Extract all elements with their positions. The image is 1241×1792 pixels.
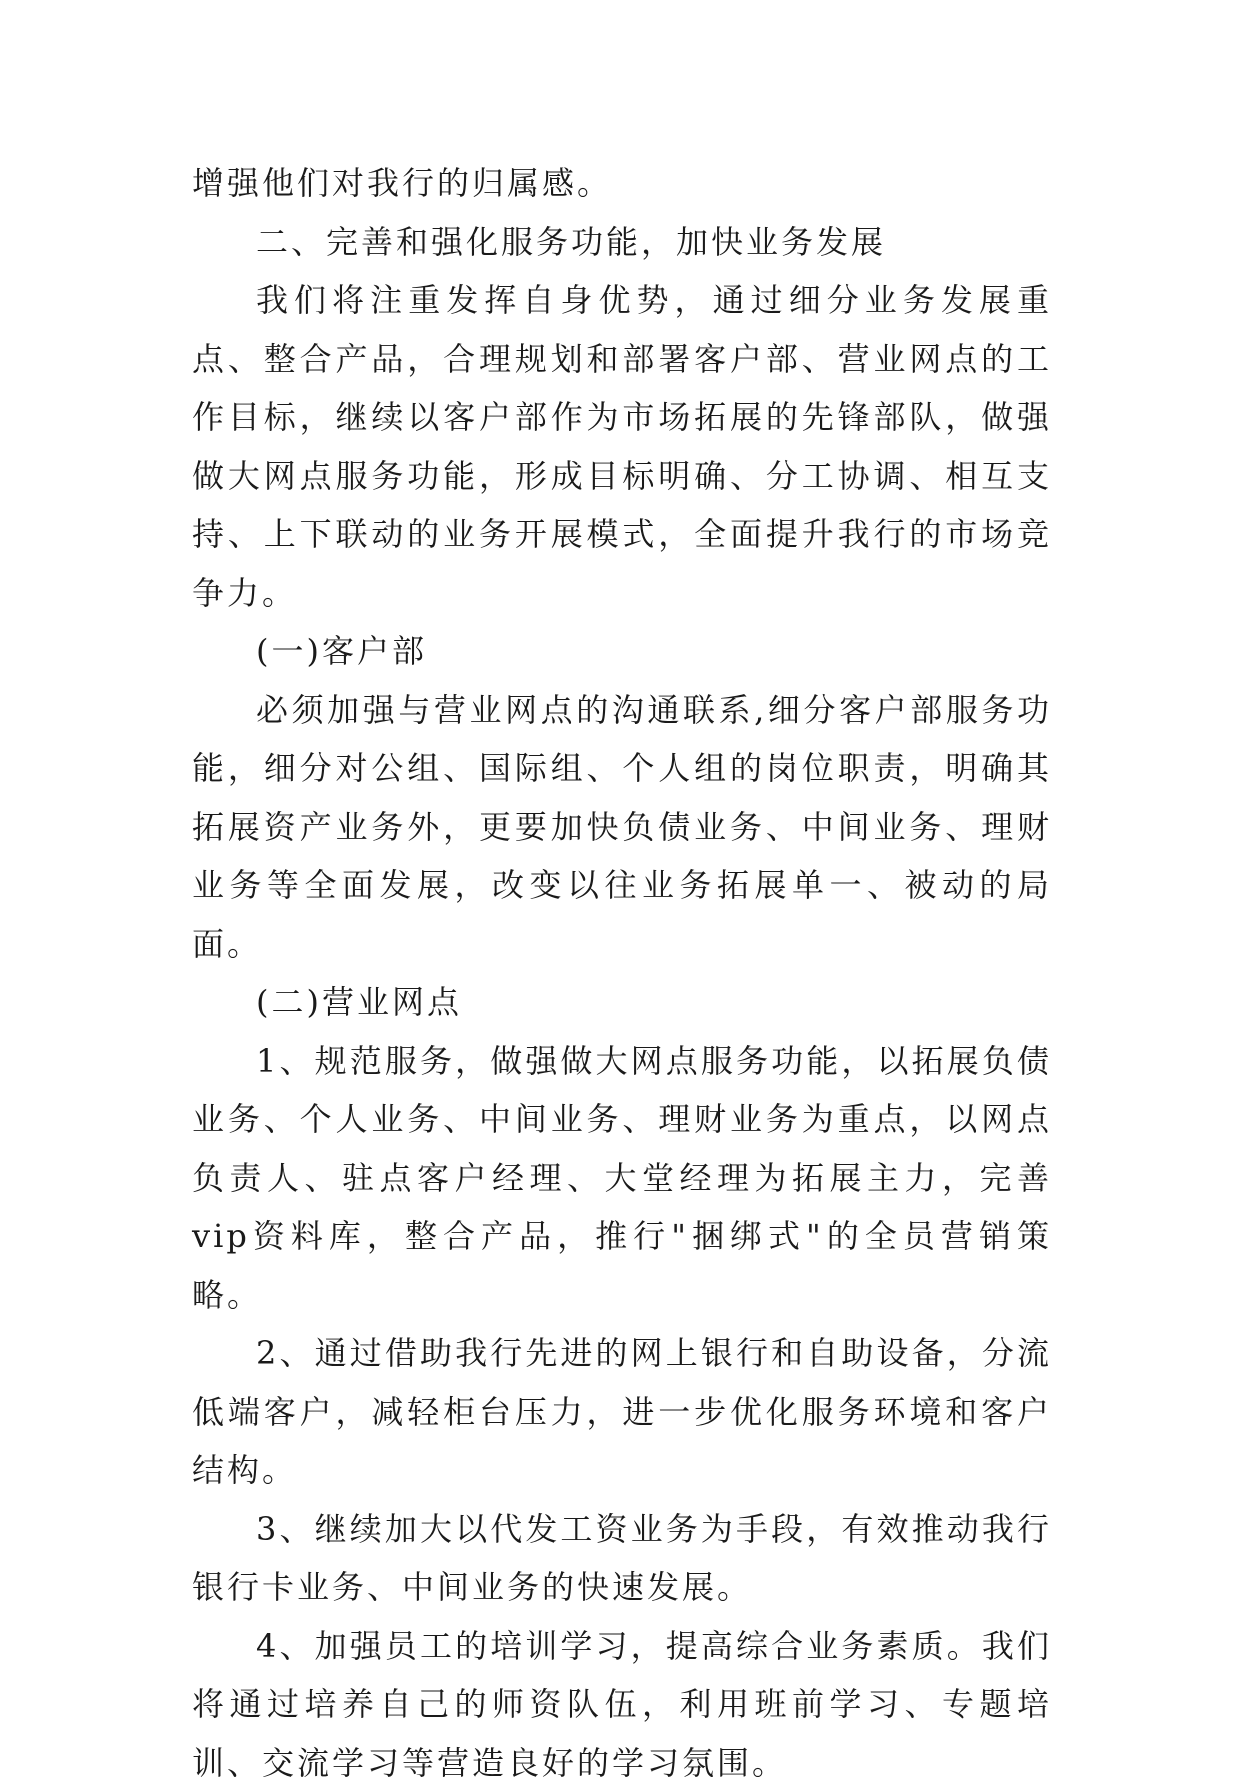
list-item-2: 2、通过借助我行先进的网上银行和自助设备，分流低端客户，减轻柜台压力，进一步优化服务环境和客户结构。 (192, 1324, 1052, 1500)
subheading-outlets: (二)营业网点 (192, 973, 1052, 1032)
section-heading-2: 二、完善和强化服务功能，加快业务发展 (192, 213, 1052, 272)
paragraph-intro: 我们将注重发挥自身优势，通过细分业务发展重点、整合产品，合理规划和部署客户部、营业网点的工作目标，继续以客户部作为市场拓展的先锋部队，做强做大网点服务功能，形成目标明确、分工协调、相互支持、上下联动的业务开展模式，全面提升我行的市场竞争力。 (192, 271, 1052, 622)
list-item-4: 4、加强员工的培训学习，提高综合业务素质。我们将通过培养自己的师资队伍，利用班前学习、专题培训、交流学习等营造良好的学习氛围。 (192, 1617, 1052, 1792)
paragraph-continuation: 增强他们对我行的归属感。 (192, 154, 1052, 213)
subheading-customer-dept: (一)客户部 (192, 622, 1052, 681)
list-item-3: 3、继续加大以代发工资业务为手段，有效推动我行银行卡业务、中间业务的快速发展。 (192, 1500, 1052, 1617)
document-body (192, 154, 1052, 1792)
list-item-1: 1、规范服务，做强做大网点服务功能，以拓展负债业务、个人业务、中间业务、理财业务为重点，以网点负责人、驻点客户经理、大堂经理为拓展主力，完善vip资料库，整合产品，推行"捆绑式"的全员营销策略。 (192, 1032, 1052, 1325)
paragraph-customer-dept: 必须加强与营业网点的沟通联系,细分客户部服务功能，细分对公组、国际组、个人组的岗位职责，明确其拓展资产业务外，更要加快负债业务、中间业务、理财业务等全面发展，改变以往业务拓展单一、被动的局面。 (192, 681, 1052, 974)
